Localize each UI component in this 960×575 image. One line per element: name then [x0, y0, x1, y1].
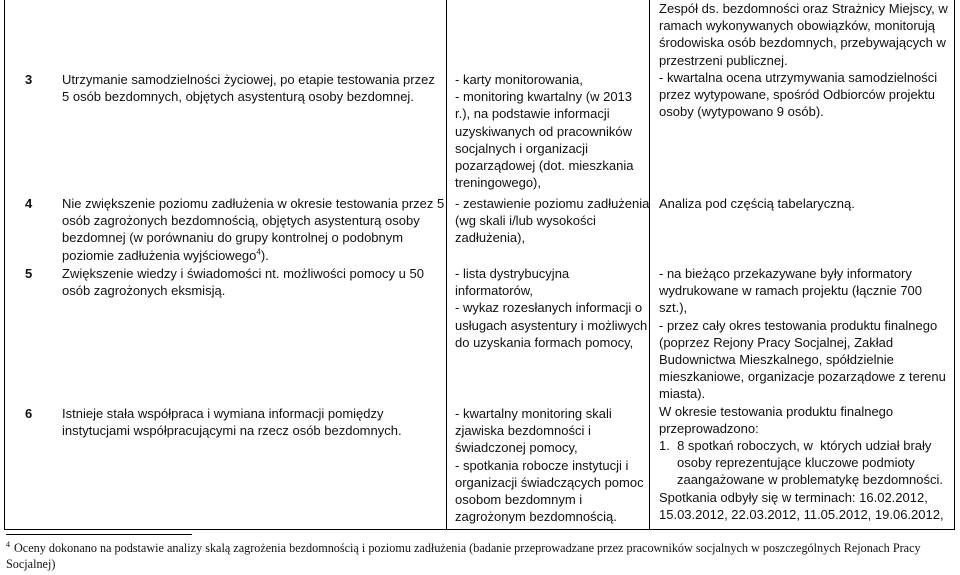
text-line: miasta). [659, 386, 706, 402]
text-line: usługach asystentury i możliwych [455, 317, 648, 333]
text-line: przeprowadzono: [659, 420, 759, 436]
text-line: osoby (wytypowano 9 osób). [659, 104, 824, 120]
text-line: osoby reprezentujące kluczowe podmioty [659, 455, 915, 471]
row-number: 4 [25, 196, 33, 211]
text-line: osobom bezdomnym i [455, 492, 583, 508]
text-line: Utrzymanie samodzielności życiowej, po etapie testowania przez [62, 72, 435, 87]
text-line: - karty monitorowania, [455, 72, 583, 87]
text-line: r.), na podstawie informacji [455, 106, 610, 122]
text-line: - spotkania robocze instytucji i [455, 457, 629, 473]
text-line: osób zagrożonych bezdomnością, objętych asystenturą osoby [62, 213, 420, 229]
text-line: zaangażowane w problematykę bezdomności. [659, 472, 943, 488]
text-line: (wg skali i/lub wysokości [455, 213, 596, 229]
text-line: Analiza pod częścią tabelaryczną. [659, 196, 855, 211]
text-line: mieszkaniowe, organizacje pozarządowe z terenu [659, 369, 946, 385]
text-line: wydrukowane w ramach projektu (łącznie 700 [659, 283, 923, 299]
result-3 [62, 71, 435, 105]
text-line: ramach wykonywanych obowiązków, monitorują [659, 18, 936, 34]
text-line: bezdomnej (w porównaniu do grupy kontrolnej o podobnym [62, 230, 404, 246]
result-4 [62, 195, 444, 264]
result-6 [62, 405, 402, 439]
text-line: instytucjami współpracującymi na rzecz osób bezdomnych. [62, 423, 402, 439]
text-line: socjalnych i organizacji [455, 140, 588, 156]
verification-method-4 [455, 195, 649, 247]
text-line: środowiska osób bezdomnych, przebywających w [659, 35, 946, 51]
table-border-bottom [4, 529, 955, 530]
text-line: 15.03.2012, 22.03.2012, 11.05.2012, 19.06.2012, [659, 506, 944, 522]
achievement-4 [659, 195, 855, 212]
text-line: osób zagrożonych eksmisją. [62, 283, 226, 299]
text-line: uzyskiwanych od pracowników [455, 123, 633, 139]
text-line: - monitoring kwartalny (w 2013 [455, 89, 633, 105]
footnote-reference[interactable]: 4 [256, 247, 261, 257]
text-line: pozarządowej (dot. mieszkania [455, 158, 634, 174]
footnote-mark: 4 [6, 539, 10, 549]
text-line: poziomie zadłużenia wyjściowego$^4$). [62, 247, 269, 263]
verification-method-3 [455, 71, 633, 191]
column-divider-1 [446, 0, 447, 530]
table-border-right [954, 0, 955, 530]
text-line: W okresie testowania produktu finalnego [659, 403, 894, 419]
text-line: zjawiska bezdomności i [455, 423, 591, 439]
verification-method-6 [455, 405, 644, 525]
text-line: Spotkania odbyły się w terminach: 16.02.2012, [659, 489, 928, 505]
text-line: - na bieżąco przekazywane były informatory [659, 266, 912, 281]
text-line: przez wytypowane, spośród Odbiorców projektu [659, 87, 936, 103]
footnote-text: Oceny dokonano na podstawie analizy skalą zagrożenia bezdomnością i poziomu zadłużenia (badanie przeprowadzane przez pracowników socjalnych w poszczególnych Rejonach Pracy Socjalnej) [6, 541, 921, 571]
text-line: - kwartalny monitoring skali [455, 406, 612, 421]
text-line: - zestawienie poziomu zadłużenia [455, 196, 650, 211]
footnote [6, 540, 956, 572]
text-line: Istnieje stała współpraca i wymiana informacji pomiędzy [62, 406, 384, 421]
row-number: 6 [25, 406, 33, 421]
result-5 [62, 265, 424, 299]
text-line: - lista dystrybucyjna [455, 266, 570, 281]
text-line: - przez cały okres testowania produktu finalnego [659, 317, 938, 333]
text-line: organizacji świadczących pomoc [455, 474, 644, 490]
text-line: Budownictwa Mieszkalnego, spółdzielnie [659, 352, 894, 368]
text-line: szt.), [659, 300, 688, 316]
achievement-3 [659, 0, 948, 120]
text-line: - kwartalna ocena utrzymywania samodzielności [659, 69, 938, 85]
row-number: 3 [25, 72, 33, 87]
text-line: zagrożonym bezdomnością. [455, 509, 617, 525]
achievement-5-6 [659, 265, 946, 523]
text-line: zadłużenia), [455, 230, 526, 246]
text-line: świadczonej pomocy, [455, 440, 578, 456]
text-line: Zwiększenie wiedzy i świadomości nt. możliwości pomocy u 50 [62, 266, 424, 281]
text-line: przestrzeni publicznej. [659, 52, 788, 68]
text-line: Zespół ds. bezdomności oraz Strażnicy Miejscy, w [659, 1, 948, 16]
verification-method-5 [455, 265, 647, 351]
text-line: treningowego), [455, 175, 541, 191]
text-line: do uzyskania formach pomocy, [455, 334, 634, 350]
row-number: 5 [25, 266, 33, 281]
footnote-separator [6, 534, 192, 535]
text-line: - wykaz rozesłanych informacji o [455, 300, 643, 316]
text-line: Nie zwiększenie poziomu zadłużenia w okresie testowania przez 5 [62, 196, 445, 211]
column-divider-2 [649, 0, 650, 530]
text-line: informatorów, [455, 283, 534, 299]
text-line: (poprzez Rejony Pracy Socjalnej, Zakład [659, 334, 894, 350]
text-line: 1. 8 spotkań roboczych, w których udział brały [659, 438, 932, 454]
text-line: 5 osób bezdomnych, objętych asystenturą osoby bezdomnej. [62, 89, 414, 105]
table-border-left [4, 0, 5, 530]
